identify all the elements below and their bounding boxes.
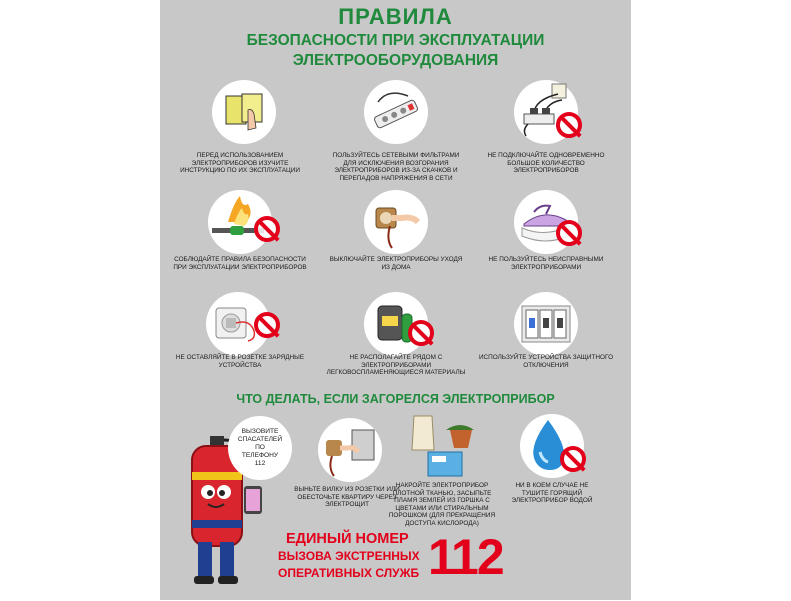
prohibition-icon (254, 312, 280, 338)
prohibition-icon (556, 220, 582, 246)
rule-caption: НЕ ПОДКЛЮЧАЙТЕ ОДНОВРЕМЕННО БОЛЬШОЕ КОЛИЧЕСТВО ЭЛЕКТРОПРИБОРОВ (487, 152, 605, 175)
cloth-soil-icon (406, 412, 482, 482)
rule-caption: НЕ ПОЛЬЗУЙТЕСЬ НЕИСПРАВНЫМИ ЭЛЕКТРОПРИБОРАМИ (488, 256, 604, 271)
emergency-number: 112 (428, 529, 503, 585)
prohibition-icon (408, 320, 434, 346)
poster-subtitle-line1: БЕЗОПАСНОСТИ ПРИ ЭКСПЛУАТАЦИИ (246, 32, 545, 49)
rule-caption: НЕ РАСПОЛАГАЙТЕ РЯДОМ С ЭЛЕКТРОПРИБОРАМИ ЛЕГКОВОСПЛАМЕНЯЮЩИЕСЯ МАТЕРИАЛЫ (326, 354, 466, 377)
prohibition-icon (556, 112, 582, 138)
poster-title: ПРАВИЛА (338, 4, 453, 29)
flammable-canister-icon (364, 292, 428, 356)
manual-icon (212, 80, 276, 144)
unplug-icon (364, 190, 428, 254)
rule-caption: ПОЛЬЗУЙТЕСЬ СЕТЕВЫМИ ФИЛЬТРАМИ ДЛЯ ИСКЛЮЧЕНИЯ ВОЗГОРАНИЯ ЭЛЕКТРОПРИБОРОВ ИЗ-ЗА СКАЧКОВ И ПЕРЕПАДОВ НАПРЯЖЕНИЯ В СЕТИ (332, 152, 460, 182)
prohibition-icon (254, 216, 280, 242)
emergency-line3: ОПЕРАТИВНЫХ СЛУЖБ (278, 566, 420, 580)
rule-caption: ПЕРЕД ИСПОЛЬЗОВАНИЕМ ЭЛЕКТРОПРИБОРОВ ИЗУЧИТЕ ИНСТРУКЦИЮ ПО ИХ ЭКСПЛУАТАЦИИ (180, 152, 300, 175)
fire-step-caption: НАКРОЙТЕ ЭЛЕКТРОПРИБОР ПЛОТНОЙ ТКАНЬЮ, ЗАСЫПЬТЕ ПЛАМЯ ЗЕМЛЕЙ ИЗ ГОРШКА С ЦВЕТАМИ ИЛИ СТИРАЛЬНЫМ ПОРОШКОМ (ДЛЯ ПРЕКРАЩЕНИЯ ДОСТУПА КИСЛОРОДА) (388, 482, 496, 527)
burning-cable-icon (208, 190, 272, 254)
water-drop-icon (520, 414, 584, 478)
overloaded-socket-icon (514, 80, 578, 144)
call-rescuers-bubble (228, 416, 292, 480)
call-rescuers-text: ВЫЗОВИТЕ СПАСАТЕЛЕЙ ПО ТЕЛЕФОНУ 112 (237, 428, 283, 467)
prohibition-icon (560, 446, 586, 472)
rule-caption: СОБЛЮДАЙТЕ ПРАВИЛА БЕЗОПАСНОСТИ ПРИ ЭКСПЛУАТАЦИИ ЭЛЕКТРОПРИБОРОВ (173, 256, 307, 271)
faulty-iron-icon (514, 190, 578, 254)
power-strip-icon (364, 80, 428, 144)
unplug-panel-icon (318, 418, 382, 482)
fire-step-caption: НИ В КОЕМ СЛУЧАЕ НЕ ТУШИТЕ ГОРЯЩИЙ ЭЛЕКТРОПРИБОР ВОДОЙ (511, 482, 593, 505)
rule-caption: ИСПОЛЬЗУЙТЕ УСТРОЙСТВА ЗАЩИТНОГО ОТКЛЮЧЕНИЯ (478, 354, 614, 369)
circuit-breaker-icon (514, 292, 578, 356)
emergency-line1: ЕДИНЫЙ НОМЕР (286, 531, 409, 547)
charger-in-socket-icon (206, 292, 270, 356)
fire-section-heading: ЧТО ДЕЛАТЬ, ЕСЛИ ЗАГОРЕЛСЯ ЭЛЕКТРОПРИБОР (236, 392, 555, 406)
emergency-line2: ВЫЗОВА ЭКСТРЕННЫХ (278, 549, 420, 563)
safety-poster (160, 0, 631, 600)
rule-caption: НЕ ОСТАВЛЯЙТЕ В РОЗЕТКЕ ЗАРЯДНЫЕ УСТРОЙСТВА (175, 354, 305, 369)
fire-step-caption: ВЫНЬТЕ ВИЛКУ ИЗ РОЗЕТКИ ИЛИ ОБЕСТОЧЬТЕ КВАРТИРУ ЧЕРЕЗ ЭЛЕКТРОЩИТ (294, 486, 400, 509)
poster-subtitle-line2: ЭЛЕКТРООБОРУДОВАНИЯ (292, 52, 499, 69)
rule-caption: ВЫКЛЮЧАЙТЕ ЭЛЕКТРОПРИБОРЫ УХОДЯ ИЗ ДОМА (329, 256, 463, 271)
